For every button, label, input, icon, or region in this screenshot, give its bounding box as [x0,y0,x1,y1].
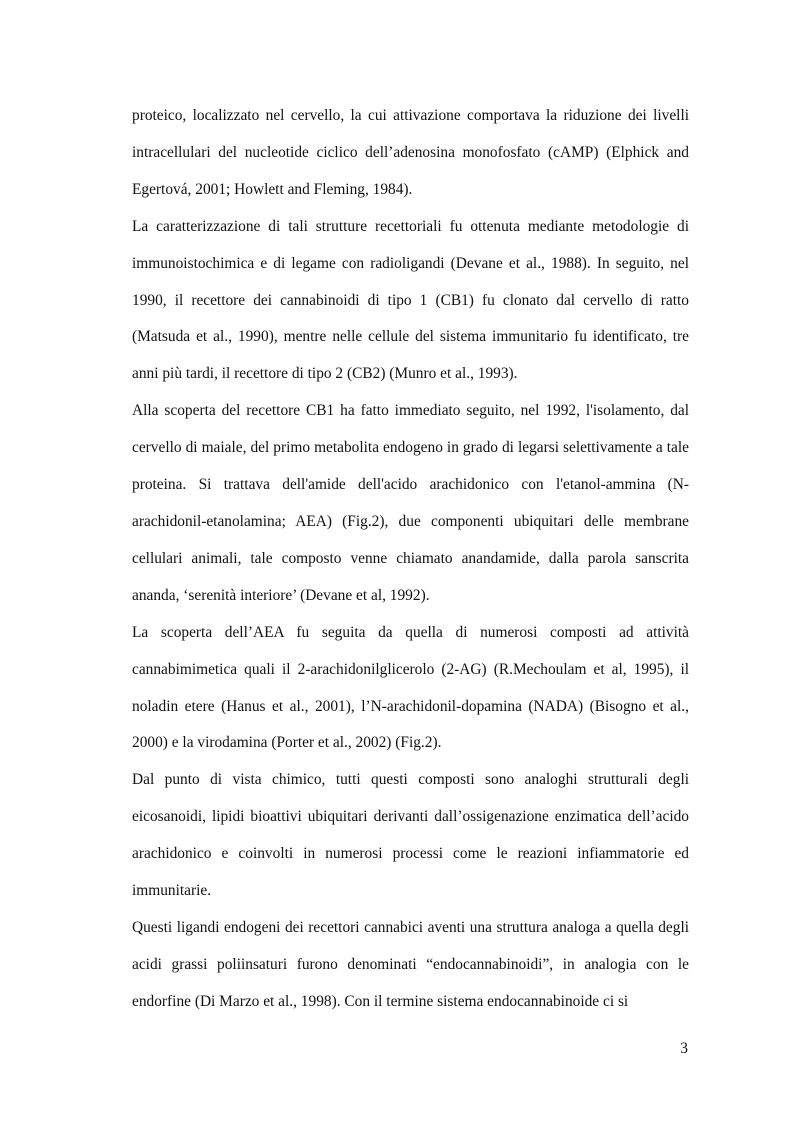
paragraph-6: Questi ligandi endogeni dei recettori cannabici aventi una struttura analoga a quella degli acidi grassi poliinsaturi furono denominati “endocannabinoidi”, in analogia con le endorfine (Di Marzo et al., 1998). Con il termine sistema endocannabinoide ci si [132,918,689,1010]
paragraph-5: Dal punto di vista chimico, tutti questi composti sono analoghi strutturali degli eicosanoidi, lipidi bioattivi ubiquitari derivanti dall’ossigenazione enzimatica dell’acido arachidonico e coinvolti in numerosi processi come le reazioni infiammatorie ed immunitarie. [132,771,689,900]
paragraph-4: La scoperta dell’AEA fu seguita da quella di numerosi composti ad attività cannabimimetica quali il 2-arachidonilglicerolo (2-AG) (R.Mechoulam et al, 1995), il noladin etere (Hanus et al., 2001), l’N-arachidonil-dopamina (NADA) (Bisogno et al., 2000) e la virodamina (Porter et al., 2002) (Fig.2). [132,623,689,752]
paragraph-1: proteico, localizzato nel cervello, la cui attivazione comportava la riduzione dei livelli intracellulari del nucleotide ciclico dell’adenosina monofosfato (cAMP) (Elphick and Egertová, 2001; Howlett and Fleming, 1984). [132,107,689,198]
page-body [132,98,689,1021]
page-number: 3 [680,1040,688,1057]
paragraph-2: La caratterizzazione di tali strutture recettoriali fu ottenuta mediante metodologie di immunoistochimica e di legame con radioligandi (Devane et al., 1988). In seguito, nel 1990, il recettore dei cannabinoidi di tipo 1 (CB1) fu clonato dal cervello di ratto (Matsuda et al., 1990), mentre nelle cellule del sistema immunitario fu identificato, tre anni più tardi, il recettore di tipo 2 (CB2) (Munro et al., 1993). [132,217,689,383]
paragraph-3: Alla scoperta del recettore CB1 ha fatto immediato seguito, nel 1992, l'isolamento, dal cervello di maiale, del primo metabolita endogeno in grado di legarsi selettivamente a tale proteina. Si trattava dell'amide dell'acido arachidonico con l'etanol-ammina (N-arachidonil-etanolamina; AEA) (Fig.2), due componenti ubiquitari delle membrane cellulari animali, tale composto venne chiamato anandamide, dalla parola sanscrita ananda, ‘serenità interiore’ (Devane et al, 1992). [132,402,689,604]
